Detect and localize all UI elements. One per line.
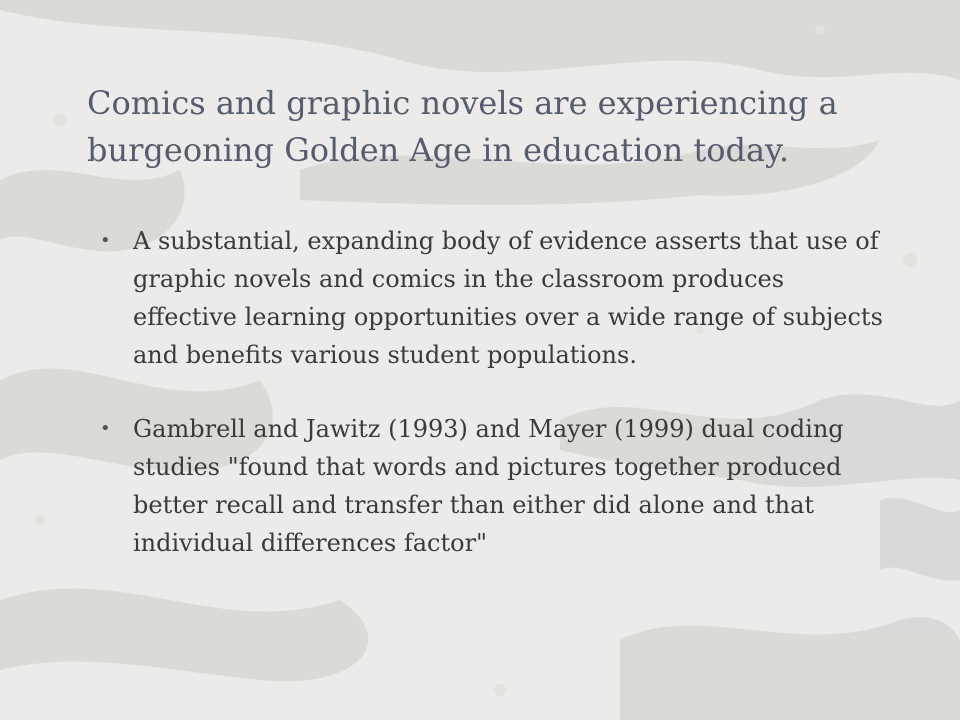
texture-speck bbox=[35, 515, 45, 525]
bullet-dot-icon: • bbox=[100, 418, 111, 439]
texture-speck bbox=[54, 114, 66, 126]
bullet-text: A substantial, expanding body of evidence asserts that use of graphic novels and comics in the classroom produces effective learning opportunities over a wide range of subjects and benefits various student populations. bbox=[133, 227, 883, 369]
texture-speck bbox=[903, 253, 917, 267]
bullet-item bbox=[95, 222, 895, 374]
bullet-item bbox=[95, 410, 895, 562]
bullet-text: Gambrell and Jawitz (1993) and Mayer (1999) dual coding studies "found that words and pictures together produced better recall and transfer than either did alone and that individual differences factor" bbox=[133, 415, 844, 557]
slide-title: Comics and graphic novels are experiencing a burgeoning Golden Age in education today. bbox=[87, 84, 838, 169]
texture-speck bbox=[815, 25, 825, 35]
bullet-dot-icon: • bbox=[100, 230, 111, 251]
texture-speck bbox=[494, 684, 506, 696]
bullet-list bbox=[95, 222, 895, 598]
texture-stroke bbox=[0, 588, 368, 681]
texture-stroke bbox=[620, 617, 960, 720]
texture-stroke bbox=[0, 0, 960, 80]
